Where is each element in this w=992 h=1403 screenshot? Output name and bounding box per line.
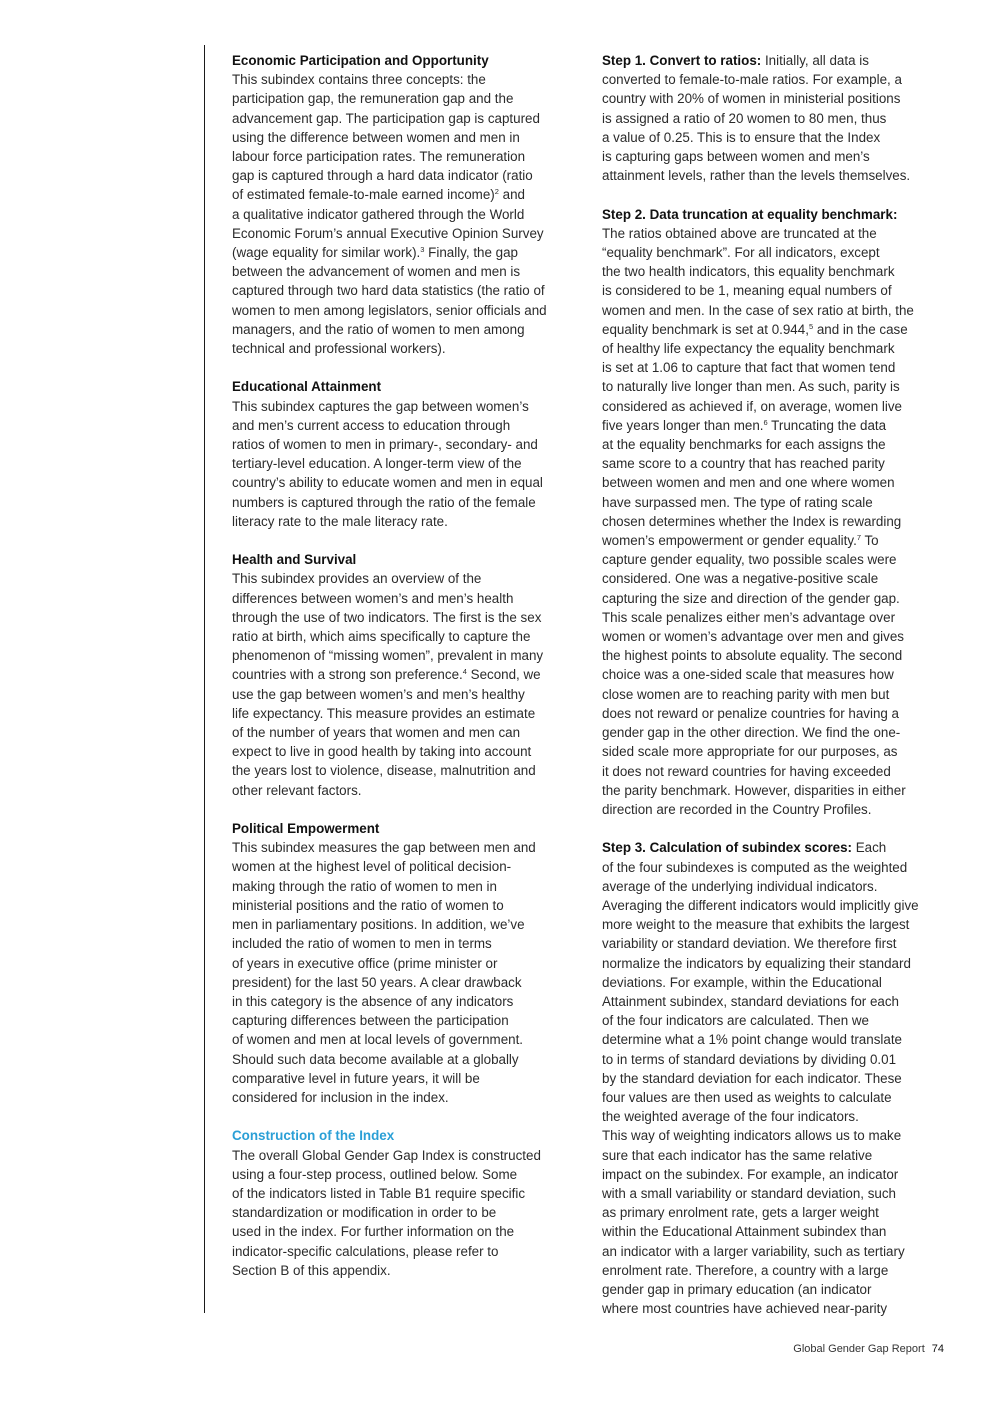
vertical-rule xyxy=(204,45,205,1313)
step-3-paragraph xyxy=(602,838,947,1318)
section-economic xyxy=(232,51,577,358)
economic-text-part-3: Finally, the gap between the advancement of women and men is captured through two hard data statistics (the ratio of women to men among legislators, senior officials and managers, and the ratio of women to men among technical and professional workers). xyxy=(232,245,547,357)
page-number: 74 xyxy=(931,1343,944,1355)
step-3-text: Each of the four subindexes is computed as the weighted average of the underlying individual indicators. Averaging the different indicators would implicitly give more weight to the measure that exhibits the largest variability or standard deviation. We therefore first normalize the indicators by equalizing their standard deviations. For example, within the Educational Attainment subindex, standard deviations for each of the four indicators are calculated. Then we determine what a 1% point change would translate to in terms of standard deviations by dividing 0.01 by the standard deviation for each indicator. These four values are then used as weights to calculate the weighted average of the four indicators. This way of weighting indicators allows us to make sure that each indicator has the same relative impact on the subindex. For example, an indicator with a small variability or standard deviation, such as primary enrolment rate, gets a larger weight within the Educational Attainment subindex than an indicator with a larger variability, such as tertiary enrolment rate. Therefore, a country with a large gender gap in primary education (an indicator where most countries have achieved near-parity xyxy=(602,840,919,1317)
economic-text-part-2: and a qualitative indicator gathered through the World Economic Forum’s annual Executive Opinion Survey (wage equality for similar work). xyxy=(232,187,544,261)
section-body-health xyxy=(232,569,577,799)
section-step-1 xyxy=(602,51,947,185)
section-education xyxy=(232,377,577,531)
section-step-3 xyxy=(602,838,947,1318)
section-body-education: This subindex captures the gap between women’s and men’s current access to education through ratios of women to men in primary-, secondary- and tertiary-level education. A longer-term view of the country’s ability to educate women and men in equal numbers is captured through the ratio of the female literacy rate to the male literacy rate. xyxy=(232,398,543,529)
section-heading-health: Health and Survival xyxy=(232,552,357,568)
left-column xyxy=(232,51,577,1280)
section-heading-political: Political Empowerment xyxy=(232,821,380,837)
footnote-ref-6: 6 xyxy=(763,417,768,427)
section-heading-education: Educational Attainment xyxy=(232,379,382,395)
footnote-ref-2: 2 xyxy=(494,187,499,197)
section-health xyxy=(232,550,577,800)
step-3-title: Step 3. Calculation of subindex scores: xyxy=(602,840,853,856)
footnote-ref-4: 4 xyxy=(462,667,467,677)
section-political xyxy=(232,819,577,1107)
section-body-construction: The overall Global Gender Gap Index is constructed using a four-step process, outlined below. Some of the indicators listed in Table B1 require specific standardization or modification in order to be used in the index. For further information on the indicator-specific calculations, please refer to Section B of this appendix. xyxy=(232,1147,541,1278)
footnote-ref-7: 7 xyxy=(856,533,861,543)
step-2-text-part-2: and in the case of healthy life expectancy the equality benchmark is set at 1.06 to capture that fact that women tend to naturally live longer than men. As such, parity is considered as achieved if, on average, women live five years longer than men. xyxy=(602,321,908,433)
section-step-2 xyxy=(602,205,947,820)
step-2-text-part-1: The ratios obtained above are truncated at the “equality benchmark”. For all indicators, except the two health indicators, this equality benchmark is considered to be 1, meaning equal numbers of women and men. In the case of sex ratio at birth, the equality benchmark is set at 0.944, xyxy=(602,225,914,337)
footer-report-title: Global Gender Gap Report xyxy=(793,1343,925,1355)
section-heading-construction: Construction of the Index xyxy=(232,1128,395,1144)
section-heading-economic: Economic Participation and Opportunity xyxy=(232,53,489,68)
section-construction xyxy=(232,1126,577,1280)
health-text-part-1: This subindex provides an overview of the differences between women’s and men’s health through the use of two indicators. The first is the sex ratio at birth, which aims specifically to capture the phenomenon of “missing women”, prevalent in many countries with a strong son preference. xyxy=(232,571,544,683)
footnote-ref-5: 5 xyxy=(808,321,814,331)
section-body-economic xyxy=(232,70,577,358)
footnote-ref-3: 3 xyxy=(420,245,425,255)
economic-text-part-1: This subindex contains three concepts: the participation gap, the remuneration gap and the advancement gap. The participation gap is captured using the difference between women and men in labour force participation rates. The remuneration gap is captured through a hard data indicator (ratio of estimated female-to-male earned income) xyxy=(232,72,540,203)
step-1-title: Step 1. Convert to ratios: xyxy=(602,53,762,68)
step-2-title: Step 2. Data truncation at equality benchmark: xyxy=(602,206,898,222)
section-body-political: This subindex measures the gap between men and women at the highest level of political decision- making through the ratio of women to men in ministerial positions and the ratio of women to men in parliamentary positions. In addition, we’ve included the ratio of women to men in terms of years in executive office (prime minister or president) for the last 50 years. A clear drawback in this category is the absence of any indicators capturing differences between the participation of women and men at local levels of government. Should such data become available at a globally comparative level in future years, it will be considered for inclusion in the index. xyxy=(232,840,536,1105)
step-2-text-part-4: To capture gender equality, two possible scales were considered. One was a negative-positive scale capturing the size and direction of the gender gap. This scale penalizes either men’s advantage over women or women’s advantage over men and gives the highest points to absolute equality. The second choice was a one-sided scale that measures how close women are to reaching parity with men but does not reward or penalize countries for having a gender gap in the other direction. We find the one- sided scale more appropriate for our purposes, as it does not reward countries for having exceeded the parity benchmark. However, disparities in either direction are recorded in the Country Profiles. xyxy=(602,533,906,817)
step-2-paragraph xyxy=(602,205,947,820)
step-2-text-part-3: Truncating the data at the equality benchmarks for each assigns the same score to a country that has reached parity between women and men and one where women have surpassed men. The type of rating scale chosen determines whether the Index is rewarding women’s empowerment or gender equality. xyxy=(602,417,902,549)
step-1-text: Initially, all data is converted to female-to-male ratios. For example, a country with 20% of women in ministerial positions is assigned a ratio of 20 women to 80 men, thus a value of 0.25. This is to ensure that the Index is capturing gaps between women and men’s attainment levels, rather than the levels themselves. xyxy=(602,53,911,184)
health-text-part-2: Second, we use the gap between women’s and men’s healthy life expectancy. This measure provides an estimate of the number of years that women and men can expect to live in good health by taking into account the years lost to violence, disease, malnutrition and other relevant factors. xyxy=(232,667,541,798)
right-column xyxy=(602,51,947,1318)
step-1-paragraph xyxy=(602,51,947,185)
page-footer xyxy=(793,1341,944,1357)
